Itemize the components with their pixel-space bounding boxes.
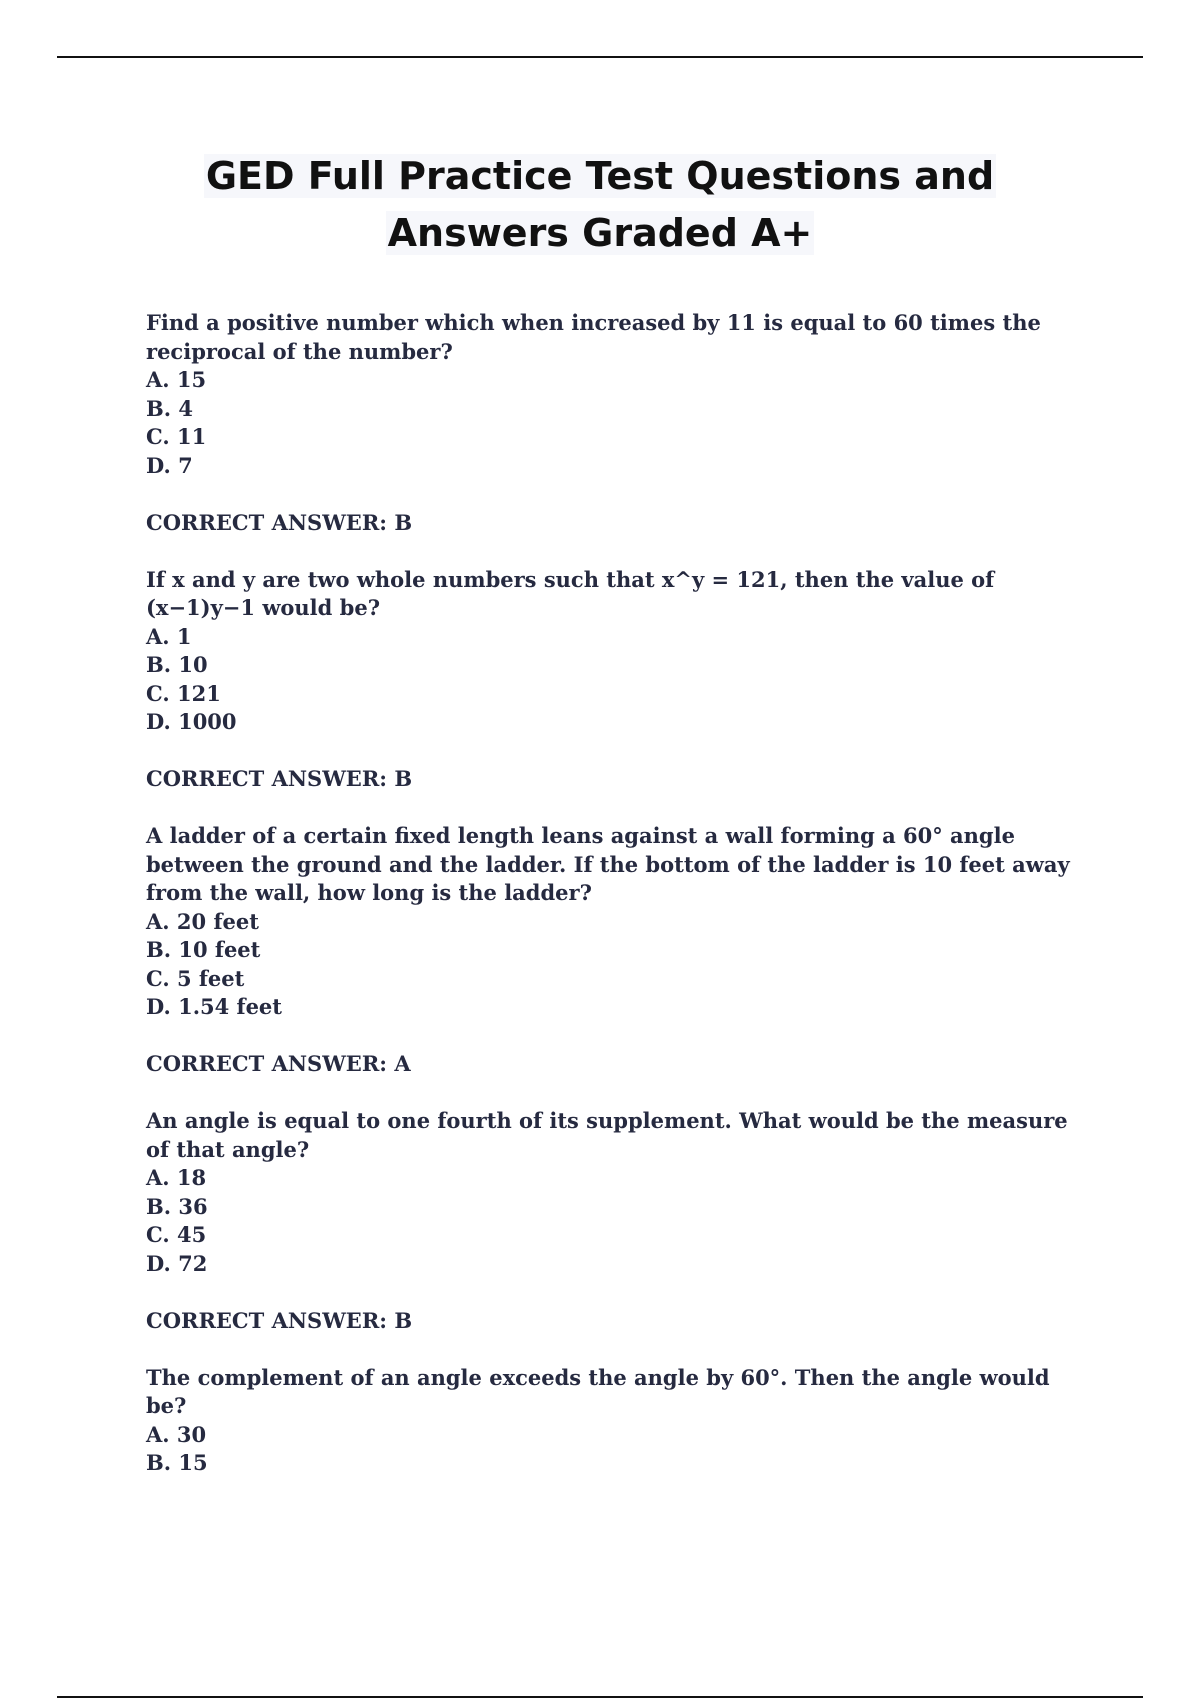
question-text: Find a positive number which when increased by 11 is equal to 60 times the reciprocal of the number?: [146, 310, 1041, 364]
question-4: [146, 1107, 1086, 1364]
option-c: C. 121: [146, 680, 221, 706]
bottom-divider: [57, 1696, 1143, 1698]
option-d: D. 1.54 feet: [146, 994, 282, 1019]
option-b: B. 15: [146, 1450, 208, 1475]
option-a: A. 20 feet: [146, 908, 259, 934]
question-text: If x and y are two whole numbers such that x^y = 121, then the value of (x−1)y−1 would be?: [146, 566, 995, 620]
option-b: B. 4: [146, 395, 193, 421]
question-text: An angle is equal to one fourth of its supplement. What would be the measure of that angle?: [146, 1108, 1068, 1162]
option-d: D. 72: [146, 1250, 208, 1276]
option-d: D. 7: [146, 452, 193, 478]
question-text: A ladder of a certain fixed length leans against a wall forming a 60° angle between the ground and the ladder. If the bottom of the ladder is 10 feet away from the wall, how long is the ladder?: [146, 823, 1070, 905]
title-line-2: Answers Graded A+: [387, 211, 813, 255]
question-5: [146, 1364, 1086, 1478]
question-2: [146, 566, 1086, 823]
option-c: C. 45: [146, 1222, 207, 1247]
option-a: A. 1: [146, 623, 192, 649]
option-a: A. 15: [146, 367, 207, 392]
correct-answer: CORRECT ANSWER: B: [146, 766, 413, 791]
option-b: B. 10: [146, 652, 208, 677]
page-title: [100, 148, 1100, 262]
question-3: [146, 822, 1086, 1107]
option-a: A. 30: [146, 1421, 207, 1447]
correct-answer: CORRECT ANSWER: A: [146, 1051, 411, 1076]
question-list: [146, 309, 1086, 1478]
question-text: The complement of an angle exceeds the angle by 60°. Then the angle would be?: [146, 1364, 1050, 1418]
option-c: C. 11: [146, 424, 207, 449]
option-b: B. 10 feet: [146, 937, 261, 962]
option-b: B. 36: [146, 1193, 208, 1219]
question-1: [146, 309, 1086, 566]
option-a: A. 18: [146, 1165, 207, 1190]
correct-answer: CORRECT ANSWER: B: [146, 509, 413, 535]
correct-answer: CORRECT ANSWER: B: [146, 1307, 413, 1333]
option-c: C. 5 feet: [146, 965, 245, 991]
option-d: D. 1000: [146, 709, 237, 734]
title-line-1: GED Full Practice Test Questions and: [205, 154, 995, 198]
top-divider: [57, 56, 1143, 58]
